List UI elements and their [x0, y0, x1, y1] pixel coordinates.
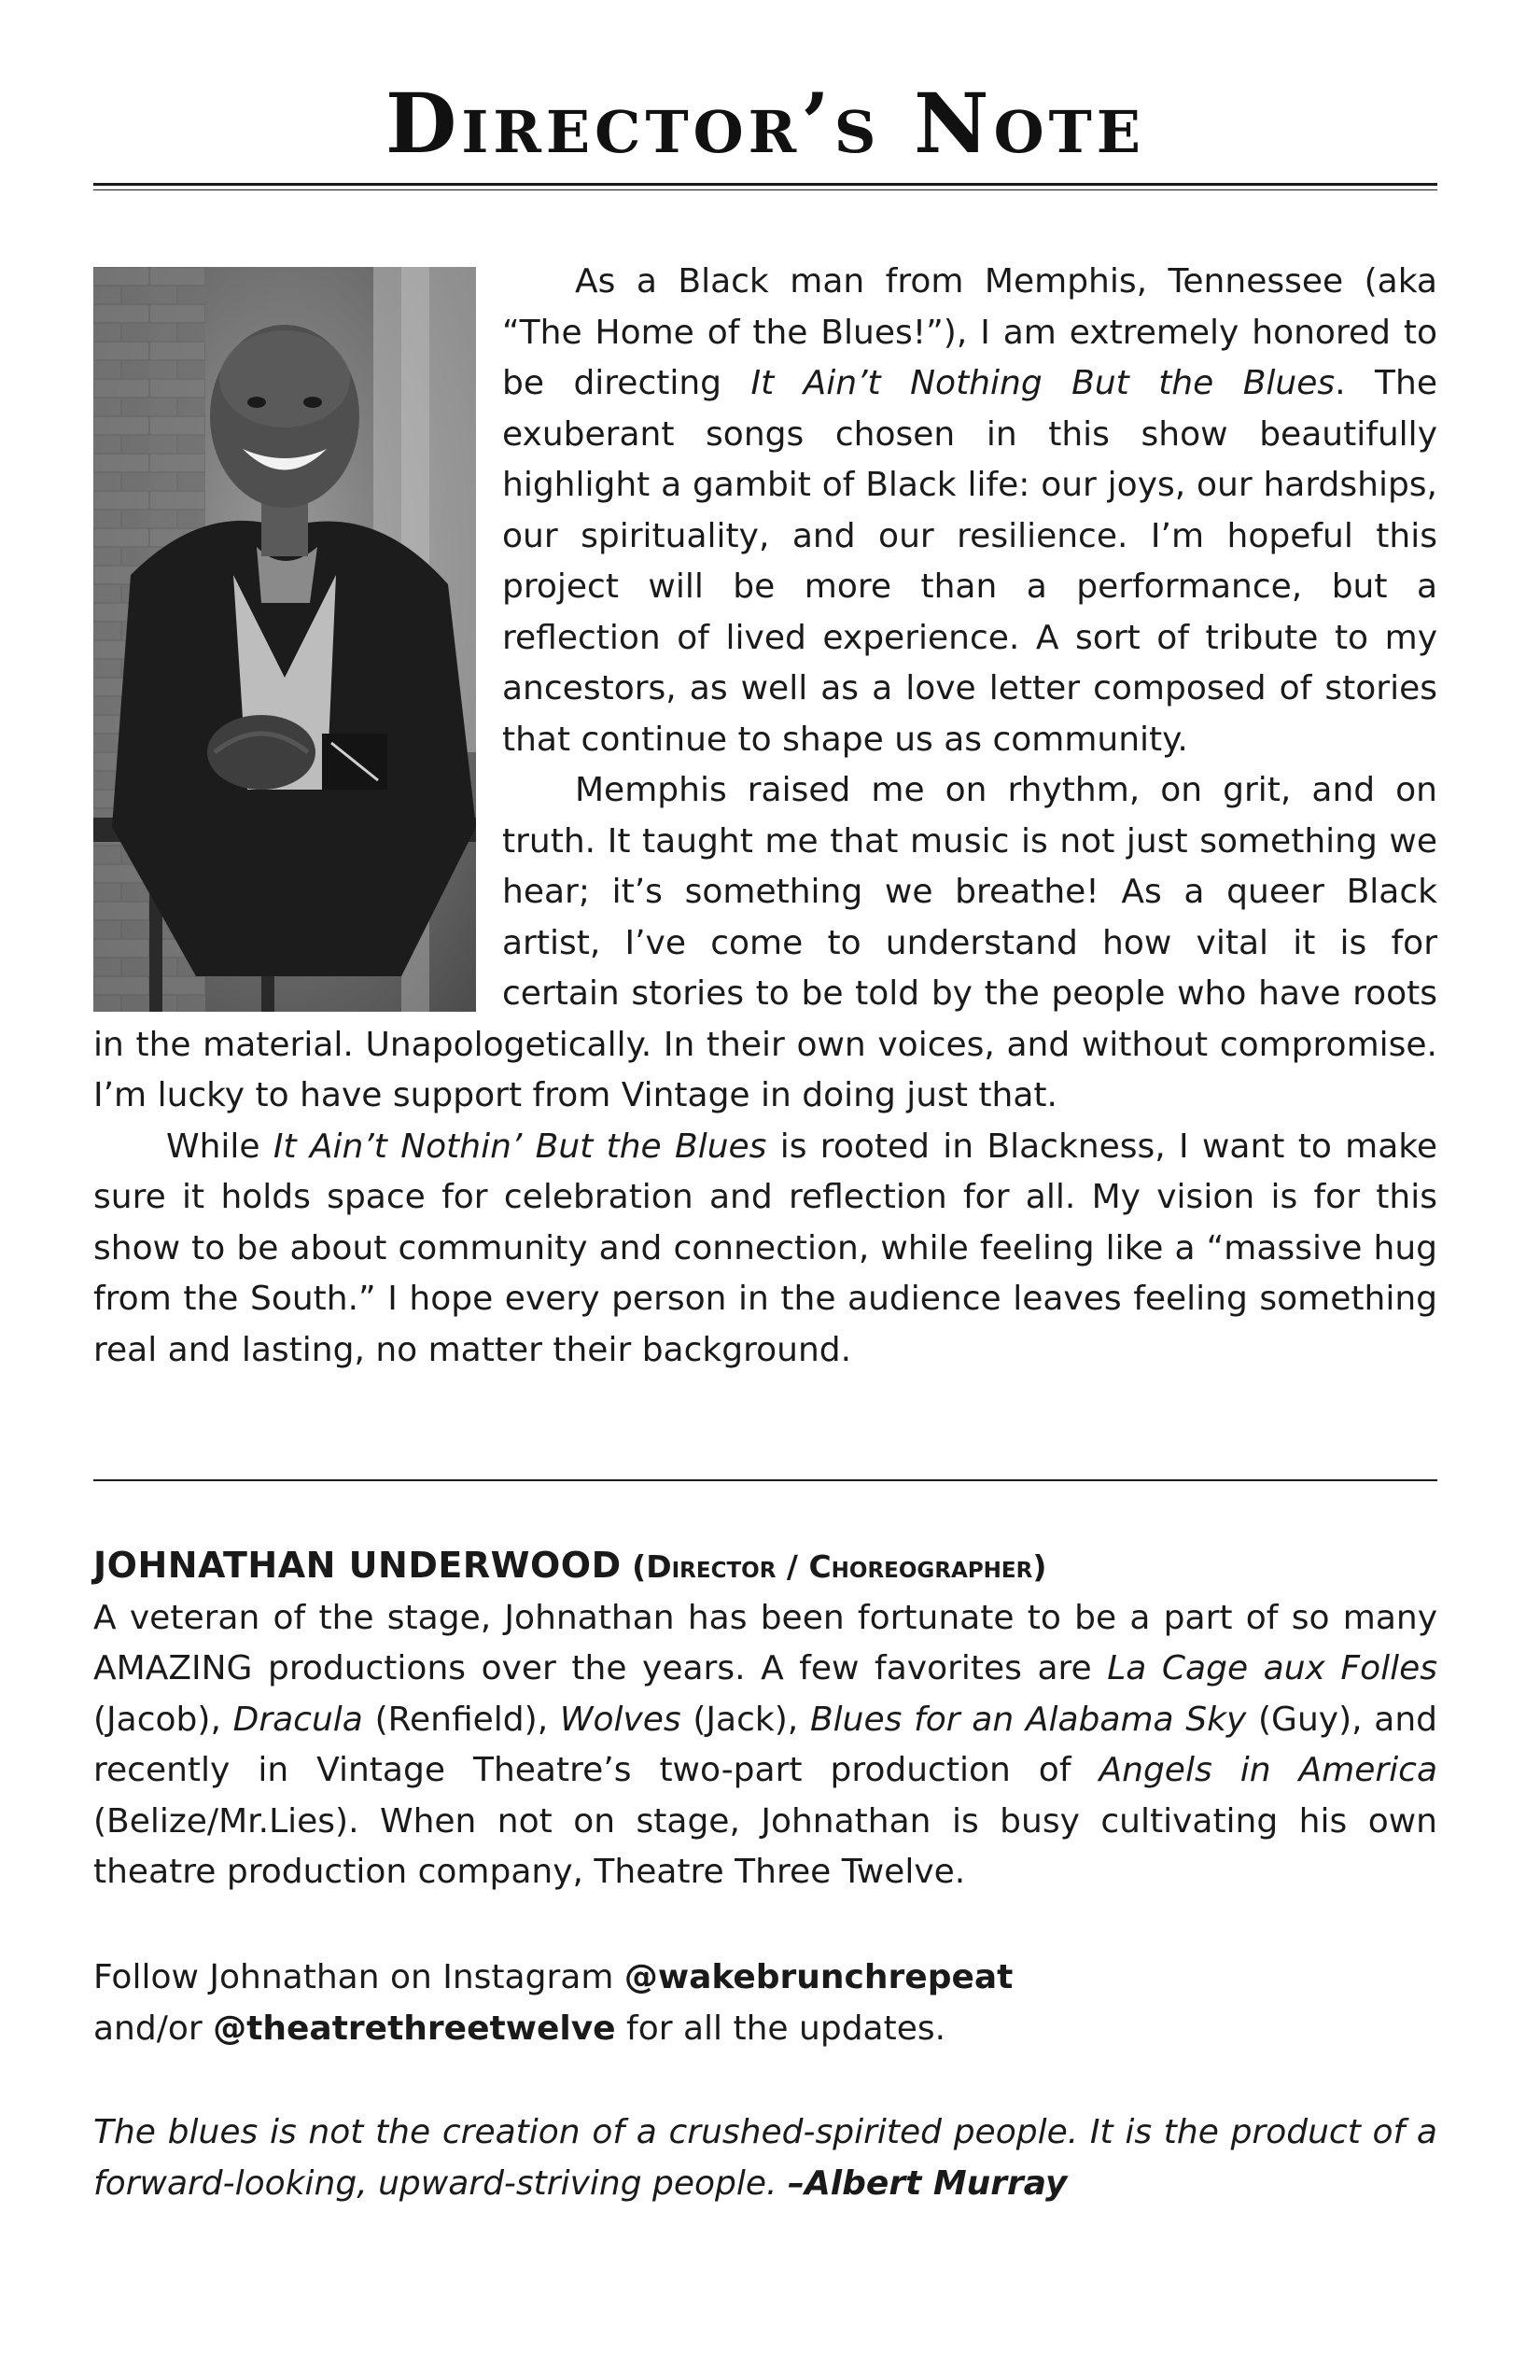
note-paragraph-3: [93, 1122, 1437, 1377]
instagram-follow: [93, 1953, 1437, 2054]
instagram-handle-wakebrunchrepeat[interactable]: @wakebrunchrepeat: [623, 1958, 1014, 1996]
bio-segment: (Belize/Mr.Lies). When not on stage, Johnathan is busy cultivating his own theatre production company, Theatre Three Twelve.: [93, 1801, 1437, 1891]
note-paragraph-2: Memphis raised me on rhythm, on grit, and on truth. It taught me that music is not just something we hear; it’s something we breathe! As a queer Black artist, I’ve come to understand how vital it is for certain stories to be told by the people who have roots in the material. Unapologetically. In their own voices, and without compromise. I’m lucky to have support from Vintage in doing just that.: [93, 771, 1437, 1114]
bio-segment: (Jack),: [680, 1700, 810, 1739]
follow-text: Follow Johnathan on Instagram: [93, 1958, 624, 1996]
production-title: Wolves: [559, 1700, 681, 1739]
follow-line-2: [93, 2004, 1437, 2055]
show-title: It Ain’t Nothing But the Blues: [750, 364, 1336, 402]
bio-role: (Director / Choreographer): [632, 1548, 1047, 1585]
closing-quote: [93, 2107, 1437, 2209]
production-title: Angels in America: [1099, 1751, 1438, 1789]
production-title: Dracula: [232, 1700, 363, 1739]
bio-name: JOHNATHAN UNDERWOOD: [93, 1545, 622, 1586]
page-title: Director’s Note: [385, 75, 1145, 172]
follow-text: and/or: [93, 2009, 214, 2048]
photo-wrap-spacer: [93, 257, 502, 1013]
note-text: As a Black man from Memphis, Tennessee (aka “The Home of the Blues!”), I am extremely honored to be directing: [502, 262, 1437, 402]
quote-text: The blues is not the creation of a crushed-spirited people. It is the product of a forward-looking, upward-striving people.: [93, 2113, 1437, 2203]
production-title: Blues for an Alabama Sky: [809, 1700, 1247, 1739]
show-title: It Ain’t Nothin’ But the Blues: [273, 1127, 767, 1166]
note-text: is rooted in Blackness, I want to make sure it holds space for celebration and reflection for all. My vision is for this show to be about community and connection, while feeling like a “massive hug from the South.” I hope every person in the audience leaves feeling something real and lasting, no matter their background.: [93, 1127, 1438, 1369]
title-rule-thin: [93, 189, 1437, 190]
note-text: While: [166, 1127, 273, 1166]
bio-segment: (Guy), and recently in Vintage Theatre’s two-part production of: [93, 1700, 1437, 1789]
bio-segment: (Jacob),: [93, 1700, 233, 1739]
follow-line-1: [93, 1953, 1437, 2004]
director-bio: [93, 1540, 1437, 1898]
title-rule-thick: [93, 183, 1437, 186]
production-title: La Cage aux Folles: [1107, 1649, 1437, 1687]
note-text: . The exuberant songs chosen in this show beautifully highlight a gambit of Black life: our joys, our hardships, our spirituality, and our resilience. I’m hopeful this project will be more than a performance, but a reflection of lived experience. A sort of tribute to my ancestors, as well as a love letter composed of stories that continue to shape us as community.: [502, 364, 1438, 759]
directors-note-body: [93, 257, 1437, 1376]
section-divider: [93, 1479, 1437, 1481]
quote-author: –Albert Murray: [787, 2163, 1068, 2203]
bio-heading: [93, 1540, 1437, 1593]
bio-text: [93, 1593, 1437, 1898]
follow-text: for all the updates.: [615, 2009, 946, 2048]
bio-segment: A veteran of the stage, Johnathan has been fortunate to be a part of so many AMAZING productions over the years. A few favorites are: [93, 1598, 1437, 1687]
bio-segment: (Renfield),: [362, 1700, 560, 1739]
instagram-handle-theatrethreetwelve[interactable]: @theatrethreetwelve: [213, 2009, 616, 2048]
